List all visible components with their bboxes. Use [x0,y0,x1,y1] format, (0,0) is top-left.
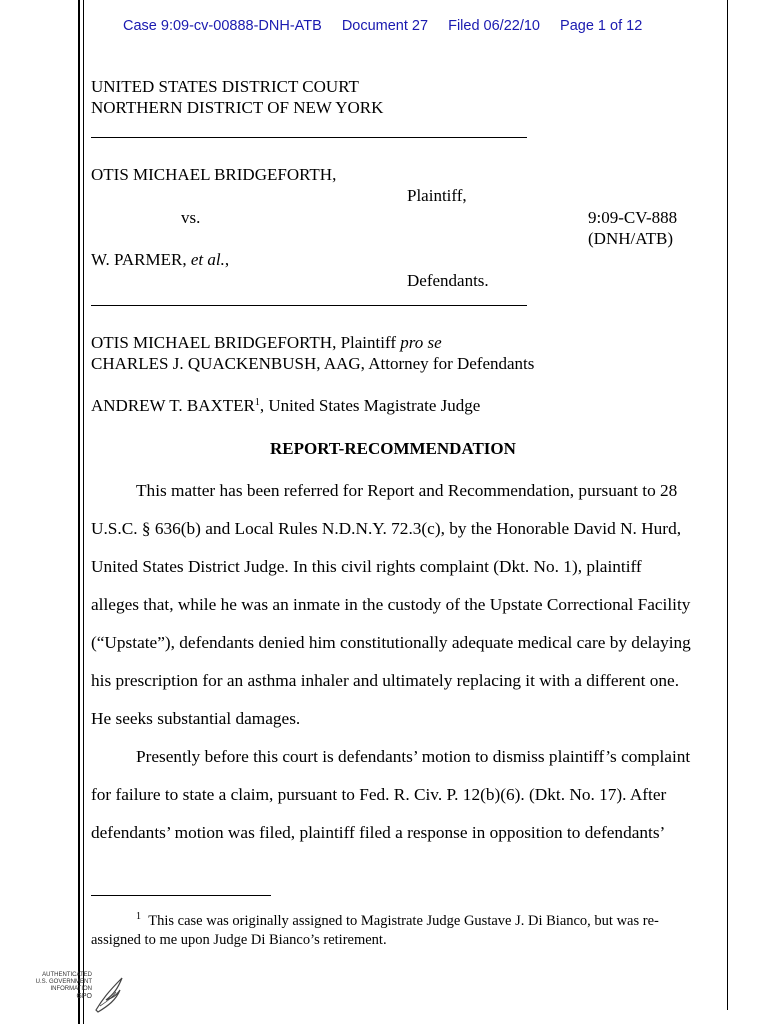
plaintiff-appearance [91,332,442,354]
body-line: United States District Judge. In this civil rights complaint (Dkt. No. 1), plaintiff [91,557,642,576]
body-line: This matter has been referred for Report and Recommendation, pursuant to 28 [136,481,678,500]
versus: vs. [181,208,201,227]
judge-line [91,395,480,417]
left-margin-bar [78,0,80,1024]
body-line: alleges that, while he was an inmate in the custody of the Upstate Correctional Facility [91,595,691,614]
body-line: Presently before this court is defendants’ motion to dismiss plaintiff’s complaint [136,747,691,766]
judge-title: , United States Magistrate Judge [259,396,481,415]
defendant-name-text: W. PARMER, [91,250,187,269]
caption-rule-top [91,137,527,138]
header-document: Document 27 [341,18,429,34]
defendant-et-al: et al. [190,250,225,269]
defendant-role: Defendants. [407,271,489,290]
gpo-authentication-seal [30,970,130,1020]
body-line: (“Upstate”), defendants denied him constitutionally adequate medical care by delaying [91,633,691,652]
body-line: U.S.C. § 636(b) and Local Rules N.D.N.Y. 72.3(c), by the Honorable David N. Hurd, [91,519,682,538]
court-name-line2: NORTHERN DISTRICT OF NEW YORK [91,98,384,117]
body-line: defendants’ motion was filed, plaintiff filed a response in opposition to defendants’ [91,823,666,842]
plaintiff-name: OTIS MICHAEL BRIDGEFORTH, [91,165,337,184]
footnote-text-1: This case was originally assigned to Magistrate Judge Gustave J. Di Bianco, but was re- [148,913,659,929]
footnote-marker: 1 [136,911,141,922]
plaintiff-role: Plaintiff, [407,186,467,205]
header-case-number: Case 9:09-cv-00888-DNH-ATB [123,18,322,34]
caption-rule-bottom [91,305,527,306]
court-name-line1: UNITED STATES DISTRICT COURT [91,77,359,96]
judge-name: ANDREW T. BAXTER [91,396,255,415]
body-line: for failure to state a claim, pursuant to Fed. R. Civ. P. 12(b)(6). (Dkt. No. 17). After [91,785,667,804]
case-number-line1: 9:09-CV-888 [588,208,678,227]
plaintiff-appearance-text: OTIS MICHAEL BRIDGEFORTH, Plaintiff [91,333,401,352]
pro-se: pro se [400,333,442,352]
body-line: He seeks substantial damages. [91,709,301,728]
case-number-line2: (DNH/ATB) [588,229,673,248]
document-title: REPORT-RECOMMENDATION [270,439,516,458]
ecf-header [0,18,770,34]
right-margin-bar [727,0,728,1010]
seal-text: AUTHENTICATED U.S. GOVERNMENT INFORMATION GPO [35,972,92,1000]
footnote-line1 [136,913,659,930]
eagle-icon [88,970,128,1018]
footnote-separator [91,895,271,896]
header-page: Page 1 of 12 [560,18,643,34]
left-margin-bar-inner [83,0,84,1024]
attorney-appearance: CHARLES J. QUACKENBUSH, AAG, Attorney for Defendants [91,354,535,373]
header-filed: Filed 06/22/10 [448,18,540,34]
footnote-line2: assigned to me upon Judge Di Bianco’s retirement. [91,932,387,948]
body-line: his prescription for an asthma inhaler and ultimately replacing it with a different one. [91,671,680,690]
footnote-ref: 1 [254,397,260,408]
defendant-comma: , [224,250,230,269]
defendant-name [91,249,229,271]
